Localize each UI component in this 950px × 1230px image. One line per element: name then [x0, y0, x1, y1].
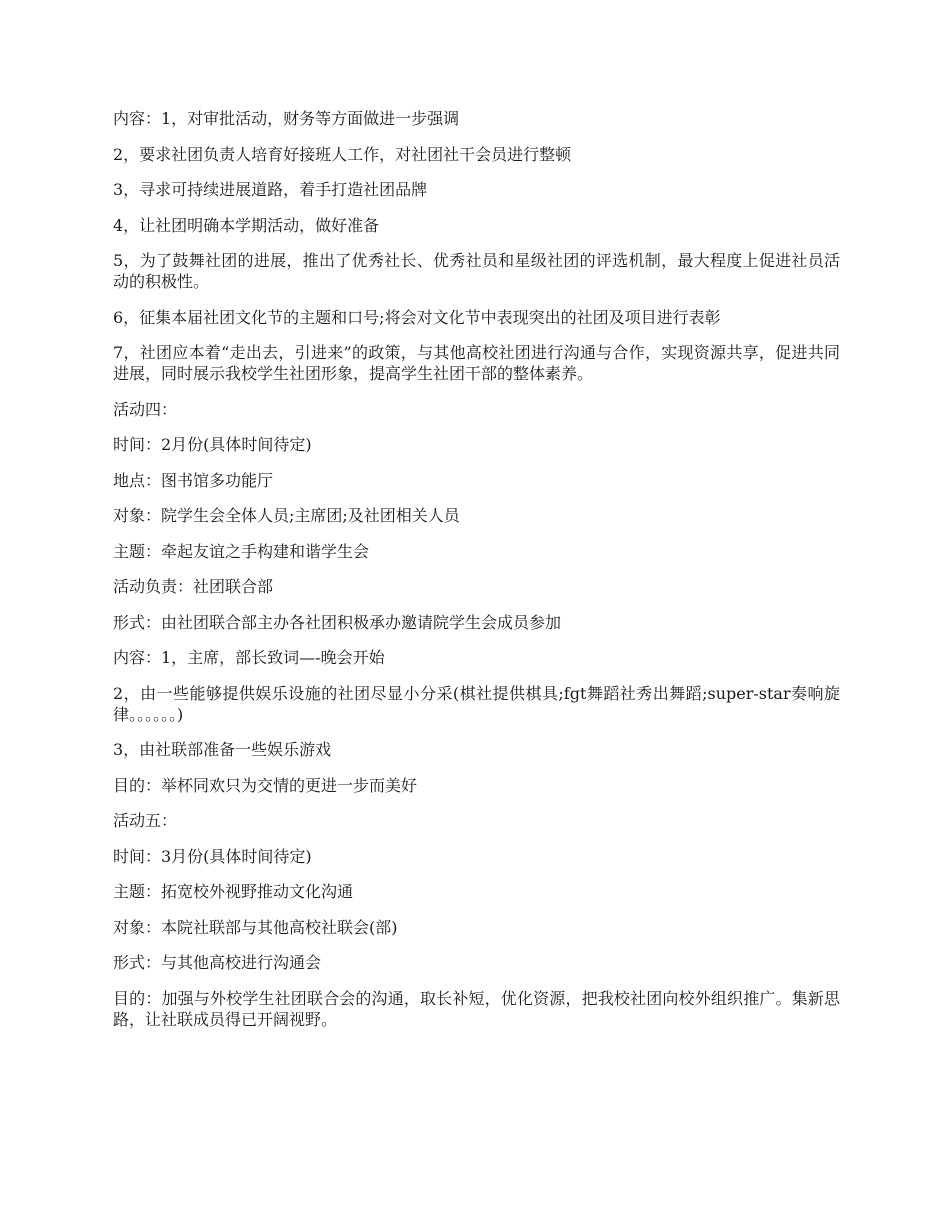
paragraph: 7，社团应本着“走出去，引进来”的政策，与其他高校社团进行沟通与合作，实现资源共享，促进共同进展，同时展示我校学生社团形象，提高学生社团干部的整体素养。	[113, 343, 840, 383]
paragraph: 活动负责：社团联合部	[113, 577, 274, 596]
paragraph: 对象：本院社联部与其他高校社联会(部)	[113, 917, 398, 937]
section-heading: 活动四：	[113, 399, 178, 419]
paragraph: 形式：与其他高校进行沟通会	[113, 953, 322, 972]
paragraph: 目的：举杯同欢只为交情的更进一步而美好	[113, 775, 418, 795]
paragraph: 内容：1，对审批活动，财务等方面做进一步强调	[113, 109, 460, 128]
paragraph: 4，让社团明确本学期活动，做好准备	[113, 215, 380, 235]
section-heading: 活动五：	[113, 811, 178, 830]
paragraph: 主题：拓宽校外视野推动文化沟通	[113, 882, 354, 901]
paragraph: 主题：牵起友谊之手构建和谐学生会	[113, 541, 370, 561]
paragraph: 2，要求社团负责人培育好接班人工作，对社团社干会员进行整顿	[113, 144, 572, 164]
paragraph: 3，由社联部准备一些娱乐游戏	[113, 740, 332, 759]
paragraph: 内容：1，主席，部长致词—-晚会开始	[113, 648, 385, 667]
paragraph: 3，寻求可持续进展道路，着手打造社团品牌	[113, 180, 428, 199]
paragraph: 2，由一些能够提供娱乐设施的社团尽显小分采(棋社提供棋具;fgt舞蹈社秀出舞蹈;super-star奏响旋律。。。。。。)	[113, 683, 840, 724]
paragraph: 目的：加强与外校学生社团联合会的沟通，取长补短，优化资源，把我校社团向校外组织推广。集新思路，让社联成员得已开阔视野。	[113, 988, 840, 1029]
paragraph: 5，为了鼓舞社团的进展，推出了优秀社长、优秀社员和星级社团的评选机制，最大程度上促进社员活动的积极性。	[113, 251, 840, 291]
paragraph: 对象：院学生会全体人员;主席团;及社团相关人员	[113, 506, 460, 525]
paragraph: 地点：图书馆多功能厅	[113, 470, 274, 490]
paragraph: 形式：由社团联合部主办各社团积极承办邀请院学生会成员参加	[113, 612, 562, 632]
document-page	[113, 108, 840, 1044]
paragraph: 6，征集本届社团文化节的主题和口号;将会对文化节中表现突出的社团及项目进行表彰	[113, 307, 721, 327]
paragraph: 时间：3月份(具体时间待定)	[113, 846, 312, 866]
paragraph: 时间：2月份(具体时间待定)	[113, 435, 312, 454]
